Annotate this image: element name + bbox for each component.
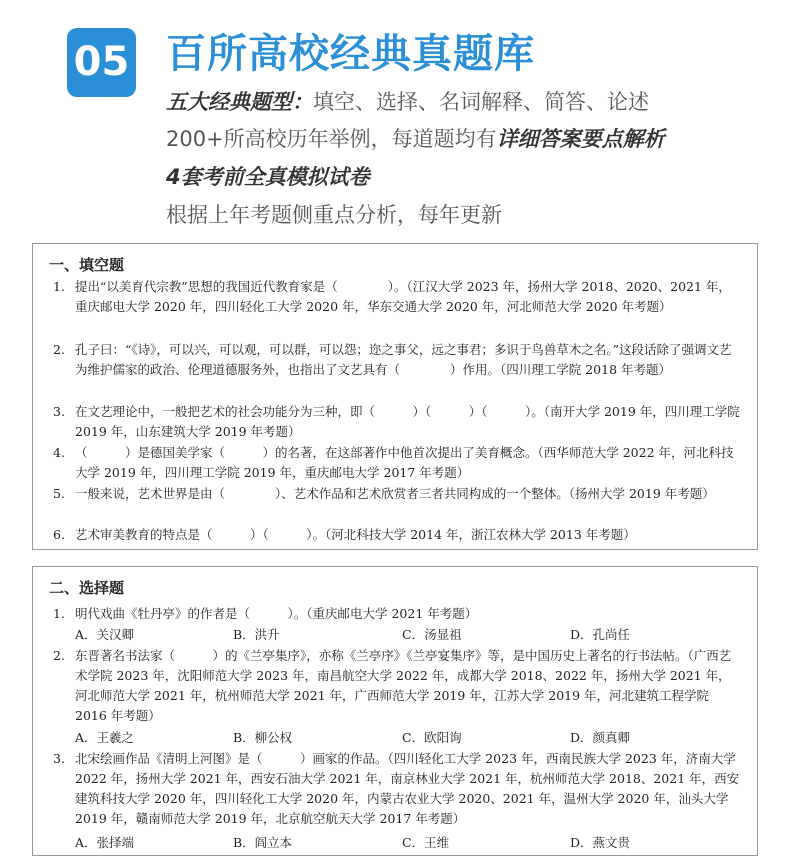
- feature-line-1-text: 填空、选择、名词解释、简答、论述: [313, 90, 649, 114]
- option-d[interactable]: D．孔尚任: [570, 627, 631, 642]
- option-c[interactable]: C．王维: [402, 835, 450, 850]
- feature-line-2-text: 200+所高校历年举例，每道题均有: [166, 127, 497, 151]
- question-number: 2.: [53, 342, 65, 357]
- option-a[interactable]: A．王羲之: [75, 730, 135, 745]
- option-c[interactable]: C．汤显祖: [402, 627, 462, 642]
- question-text: 提出“以美育代宗教”思想的我国近代教育家是（ ）。（江汉大学 2023 年，扬州大学 2018、2020、2021 年，重庆邮电大学 2020 年，四川轻化工大学 2020 年，华东交通大学 2020 年，河北师范大学 2020 年考题）: [75, 279, 731, 314]
- fill-section-title: 一、填空题: [49, 256, 125, 274]
- feature-line-2-bold: 详细答案要点解析: [496, 127, 665, 151]
- question-text: 东晋著名书法家（ ）的《兰亭集序》，亦称《兰亭序》《兰亭宴集序》等，是中国历史上著名的行书法帖。（广西艺术学院 2023 年，沈阳师范大学 2023 年，南昌航空大学 2022 年，成都大学 2018、2022 年，扬州大学 2021 年，河北师范大学 2021 年，杭州师范大学 2021 年，广西师范大学 2019 年，江苏大学 2019 年，河北建筑工程学院 2016 年考题）: [75, 648, 732, 723]
- question-number: 6.: [53, 527, 65, 542]
- question-number: 1.: [53, 279, 65, 294]
- fill-question: [53, 443, 743, 483]
- section-number-badge: 05: [67, 28, 136, 97]
- question-number: 1.: [53, 606, 65, 621]
- fill-question: [53, 277, 743, 317]
- feature-line-3: [166, 161, 370, 191]
- option-a[interactable]: A．张择端: [75, 835, 135, 850]
- fill-in-blank-card: [32, 243, 758, 550]
- fill-question: [53, 402, 743, 442]
- choice-question: [53, 646, 743, 726]
- feature-line-3-bold: 4套考前全真模拟试卷: [166, 165, 370, 189]
- fill-question: [53, 340, 743, 380]
- question-number: 5.: [53, 486, 65, 501]
- choice-question: [53, 604, 743, 624]
- question-text: 明代戏曲《牡丹亭》的作者是（ ）。（重庆邮电大学 2021 年考题）: [75, 606, 478, 621]
- option-d[interactable]: D．燕文贵: [570, 835, 631, 850]
- option-b[interactable]: B．柳公权: [233, 730, 293, 745]
- fill-question: [53, 525, 743, 545]
- option-b[interactable]: B．洪升: [233, 627, 280, 642]
- question-number: 3.: [53, 404, 65, 419]
- question-text: 在文艺理论中，一般把艺术的社会功能分为三种，即（ ）（ ）（ ）。（南开大学 2019 年，四川理工学院 2019 年，山东建筑大学 2019 年考题）: [75, 404, 740, 439]
- option-d[interactable]: D．颜真卿: [570, 730, 631, 745]
- choice-question: [53, 749, 743, 829]
- option-b[interactable]: B．阎立本: [233, 835, 293, 850]
- question-number: 4.: [53, 445, 65, 460]
- question-text: （ ）是德国美学家（ ）的名著，在这部著作中他首次提出了美育概念。（西华师范大学 2022 年，河北科技大学 2019 年，四川理工学院 2019 年，重庆邮电大学 2017 年考题）: [75, 445, 734, 480]
- question-number: 3.: [53, 751, 65, 766]
- feature-line-4: 根据上年考题侧重点分析，每年更新: [166, 203, 502, 227]
- question-text: 一般来说，艺术世界是由（ ）、艺术作品和艺术欣赏者三者共同构成的一个整体。（扬州大学 2019 年考题）: [75, 486, 715, 501]
- question-text: 艺术审美教育的特点是（ ）（ ）。（河北科技大学 2014 年，浙江农林大学 2013 年考题）: [75, 527, 636, 542]
- fill-question: [53, 484, 743, 504]
- option-a[interactable]: A．关汉卿: [75, 627, 135, 642]
- question-text: 孔子曰：“《诗》，可以兴，可以观，可以群，可以怨；迩之事父，远之事君；多识于鸟兽草木之名。”这段话除了强调文艺为维护儒家的政治、伦理道德服务外，也指出了文艺具有（ ）作用。（四川理工学院 2018 年考题）: [75, 342, 732, 377]
- choice-section-title: 二、选择题: [49, 579, 125, 597]
- question-text: 北宋绘画作品《清明上河图》是（ ）画家的作品。（四川轻化工大学 2023 年，西南民族大学 2023 年，济南大学 2022 年，扬州大学 2021 年，西安石油大学 2021 年，南京林业大学 2021 年，杭州师范大学 2018、2021 年，西安建筑科技大学 2020 年，四川轻化工大学 2020 年，内蒙古农业大学 2020、2021 年，温州大学 2020 年，汕头大学 2019 年，赣南师范大学 2019 年，北京航空航天大学 2017 年考题）: [75, 751, 740, 826]
- option-c[interactable]: C．欧阳询: [402, 730, 462, 745]
- page-title: 百所高校经典真题库: [166, 31, 535, 77]
- multiple-choice-card: [32, 566, 758, 856]
- feature-line-1-bold: 五大经典题型：: [166, 90, 313, 114]
- feature-line-1: [166, 86, 649, 116]
- feature-line-2: [166, 123, 665, 153]
- question-number: 2.: [53, 648, 65, 663]
